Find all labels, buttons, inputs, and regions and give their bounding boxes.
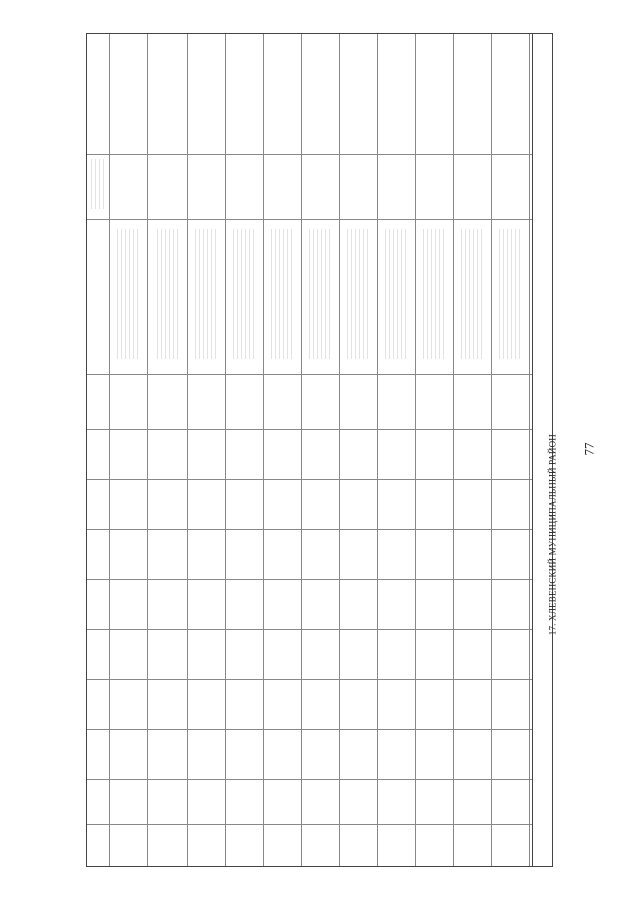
grid-line <box>301 34 302 866</box>
grid-line <box>415 34 416 866</box>
illegible-cell <box>157 229 179 359</box>
grid-line <box>147 34 148 866</box>
illegible-cell <box>309 229 331 359</box>
grid-line <box>87 219 532 220</box>
illegible-cell <box>347 229 369 359</box>
grid-line <box>225 34 226 866</box>
illegible-cell <box>195 229 217 359</box>
grid-line <box>377 34 378 866</box>
illegible-cell <box>461 229 483 359</box>
grid-line <box>339 34 340 866</box>
illegible-cell <box>385 229 407 359</box>
tariff-table <box>86 33 557 867</box>
grid-line <box>453 34 454 866</box>
grid-line <box>87 429 532 430</box>
grid-line <box>87 154 532 155</box>
grid-line <box>263 34 264 866</box>
grid-line <box>87 479 532 480</box>
section-header-strip <box>532 34 557 866</box>
grid-line <box>491 34 492 866</box>
grid-line <box>87 374 532 375</box>
page-number: 77 <box>581 442 597 456</box>
illegible-cell <box>423 229 445 359</box>
grid-line <box>109 34 110 866</box>
section-header: 17. ХЛЕВЕНСКИЙ МУНИЦИПАЛЬНЫЙ РАЙОН <box>547 434 557 636</box>
grid-line <box>87 779 532 780</box>
illegible-cell <box>271 229 293 359</box>
grid-line <box>87 679 532 680</box>
illegible-cell <box>499 229 521 359</box>
grid-line <box>529 34 530 866</box>
illegible-cell <box>91 159 105 209</box>
illegible-cell <box>117 229 139 359</box>
grid-line <box>187 34 188 866</box>
grid-line <box>87 529 532 530</box>
grid-line <box>87 729 532 730</box>
grid-line <box>87 629 532 630</box>
illegible-cell <box>233 229 255 359</box>
grid-line <box>87 824 532 825</box>
grid-line <box>87 579 532 580</box>
